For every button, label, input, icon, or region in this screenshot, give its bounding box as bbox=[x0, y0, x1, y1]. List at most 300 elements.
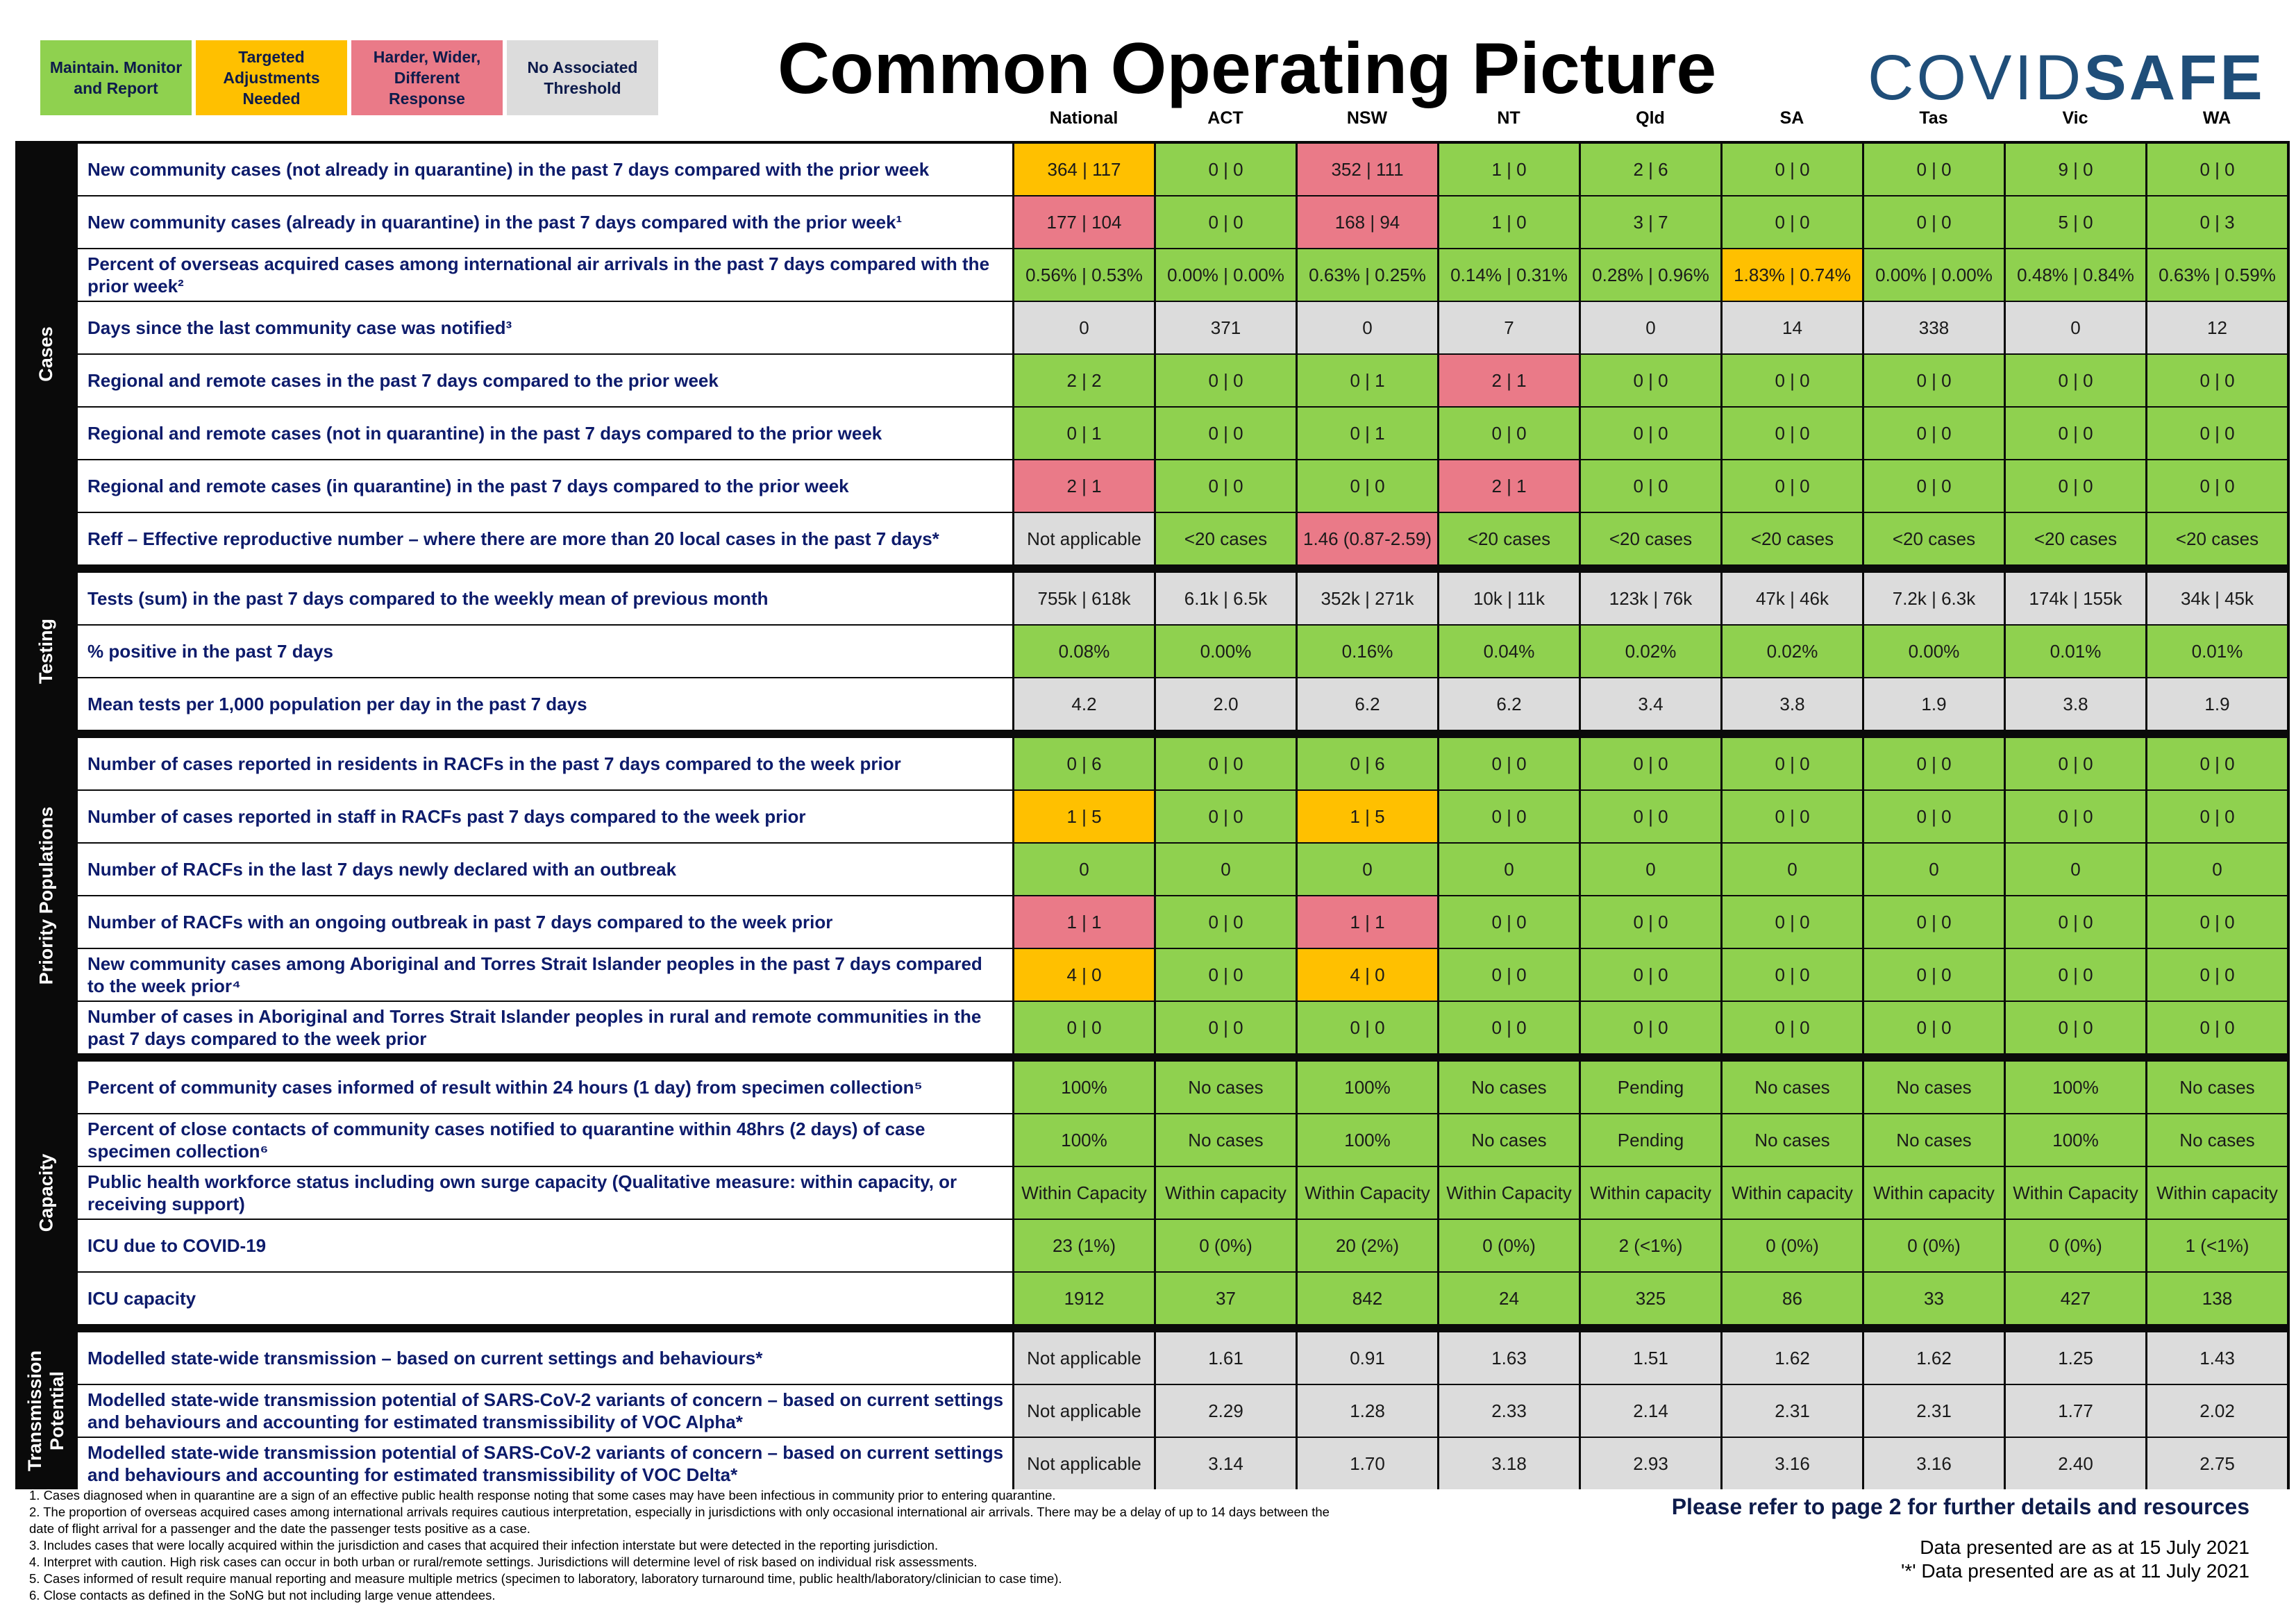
value-cell-nt: 0 | 0 bbox=[1439, 896, 1579, 948]
footnotes bbox=[29, 1487, 1334, 1604]
value-cell-sa: 0 | 0 bbox=[1723, 738, 1862, 789]
value-cell-tas: 2.31 bbox=[1864, 1385, 2004, 1437]
value-cell-wa: 2.75 bbox=[2147, 1438, 2287, 1489]
value-cell-tas: 3.16 bbox=[1864, 1438, 2004, 1489]
value-cell-nt: 6.2 bbox=[1439, 678, 1579, 730]
value-cell-tas: 0 bbox=[1864, 844, 2004, 895]
table-row bbox=[76, 573, 2290, 624]
column-header-act: ACT bbox=[1207, 108, 1243, 128]
covidsafe-logo bbox=[1868, 42, 2265, 115]
value-cell-nt: 2 | 1 bbox=[1439, 355, 1579, 406]
section-label-text: Transmission Potential bbox=[24, 1350, 68, 1472]
value-cell-nt: 0 | 0 bbox=[1439, 408, 1579, 459]
value-cell-vic: 0.48% | 0.84% bbox=[2006, 249, 2145, 301]
value-cell-wa: 1.43 bbox=[2147, 1332, 2287, 1384]
value-cell-nt: 0 | 0 bbox=[1439, 1002, 1579, 1053]
refer-note: Please refer to page 2 for further details and resources bbox=[1671, 1494, 2249, 1519]
indicator-label: % positive in the past 7 days bbox=[78, 626, 1012, 677]
value-cell-national: 1 | 1 bbox=[1014, 896, 1154, 948]
value-cell-national: 755k | 618k bbox=[1014, 573, 1154, 624]
value-cell-sa: 0 | 0 bbox=[1723, 144, 1862, 195]
value-cell-act: 2.29 bbox=[1156, 1385, 1296, 1437]
logo-part-covid: COVID bbox=[1868, 42, 2084, 113]
value-cell-tas: 338 bbox=[1864, 302, 2004, 353]
table-row bbox=[76, 1167, 2290, 1219]
value-cell-national: 364 | 117 bbox=[1014, 144, 1154, 195]
value-cell-wa: No cases bbox=[2147, 1062, 2287, 1113]
value-cell-national: 1 | 5 bbox=[1014, 791, 1154, 842]
value-cell-nt: 2 | 1 bbox=[1439, 460, 1579, 512]
value-cell-qld: 0.28% | 0.96% bbox=[1581, 249, 1720, 301]
section-transmission-potential bbox=[15, 1332, 2290, 1489]
value-cell-sa: 0 (0%) bbox=[1723, 1220, 1862, 1271]
table-row bbox=[76, 678, 2290, 730]
section-label-text: Capacity bbox=[35, 1153, 56, 1232]
value-cell-national: Not applicable bbox=[1014, 1438, 1154, 1489]
value-cell-national: 177 | 104 bbox=[1014, 196, 1154, 248]
value-cell-nsw: 0 bbox=[1298, 302, 1437, 353]
legend-item: Harder, Wider, Different Response bbox=[351, 40, 503, 115]
value-cell-wa: 0.63% | 0.59% bbox=[2147, 249, 2287, 301]
value-cell-vic: 174k | 155k bbox=[2006, 573, 2145, 624]
table-row bbox=[76, 408, 2290, 459]
value-cell-national: Not applicable bbox=[1014, 1332, 1154, 1384]
column-header-tas: Tas bbox=[1919, 108, 1948, 128]
indicator-label: Regional and remote cases (in quarantine) in the past 7 days compared to the prior week bbox=[78, 460, 1012, 512]
value-cell-national: 23 (1%) bbox=[1014, 1220, 1154, 1271]
value-cell-nsw: 0.63% | 0.25% bbox=[1298, 249, 1437, 301]
table-row bbox=[76, 738, 2290, 789]
value-cell-tas: No cases bbox=[1864, 1114, 2004, 1166]
table-row bbox=[76, 355, 2290, 406]
value-cell-national: 100% bbox=[1014, 1114, 1154, 1166]
value-cell-qld: 0 | 0 bbox=[1581, 896, 1720, 948]
value-cell-nsw: 352 | 111 bbox=[1298, 144, 1437, 195]
indicator-label: Percent of overseas acquired cases among international air arrivals in the past 7 days compared with the prior week² bbox=[78, 249, 1012, 301]
table-row bbox=[76, 949, 2290, 1001]
section-label bbox=[15, 738, 76, 1053]
value-cell-qld: 0 | 0 bbox=[1581, 791, 1720, 842]
indicator-label: Percent of close contacts of community cases notified to quarantine within 48hrs (2 days) of case specimen collection⁶ bbox=[78, 1114, 1012, 1166]
column-header-national: National bbox=[1049, 108, 1118, 128]
legend-item: No Associated Threshold bbox=[507, 40, 658, 115]
value-cell-tas: No cases bbox=[1864, 1062, 2004, 1113]
value-cell-vic: 0 | 0 bbox=[2006, 896, 2145, 948]
value-cell-vic: 0 | 0 bbox=[2006, 949, 2145, 1001]
value-cell-wa: 0 | 0 bbox=[2147, 791, 2287, 842]
value-cell-tas: 0 | 0 bbox=[1864, 949, 2004, 1001]
section-capacity bbox=[15, 1062, 2290, 1324]
value-cell-nt: 0 (0%) bbox=[1439, 1220, 1579, 1271]
table-row bbox=[76, 1438, 2290, 1489]
value-cell-national: 0 bbox=[1014, 302, 1154, 353]
section-label bbox=[15, 144, 76, 564]
value-cell-national: 4 | 0 bbox=[1014, 949, 1154, 1001]
value-cell-wa: 0 | 0 bbox=[2147, 1002, 2287, 1053]
legend-item: Maintain. Monitor and Report bbox=[40, 40, 192, 115]
value-cell-wa: 138 bbox=[2147, 1273, 2287, 1324]
value-cell-act: 37 bbox=[1156, 1273, 1296, 1324]
footnote: 3. Includes cases that were locally acquired within the jurisdiction and cases that acquired their infection interstate but were detected in the reporting jurisdiction. bbox=[29, 1538, 939, 1552]
value-cell-nsw: 0 | 0 bbox=[1298, 1002, 1437, 1053]
value-cell-nt: 1 | 0 bbox=[1439, 144, 1579, 195]
value-cell-nsw: 1.70 bbox=[1298, 1438, 1437, 1489]
value-cell-tas: 0 | 0 bbox=[1864, 460, 2004, 512]
value-cell-national: 0 | 0 bbox=[1014, 1002, 1154, 1053]
table-row bbox=[76, 144, 2290, 195]
value-cell-sa: 47k | 46k bbox=[1723, 573, 1862, 624]
value-cell-qld: Within capacity bbox=[1581, 1167, 1720, 1219]
value-cell-act: Within capacity bbox=[1156, 1167, 1296, 1219]
value-cell-nt: 24 bbox=[1439, 1273, 1579, 1324]
value-cell-vic: 100% bbox=[2006, 1114, 2145, 1166]
value-cell-wa: 0 | 0 bbox=[2147, 896, 2287, 948]
value-cell-qld: 325 bbox=[1581, 1273, 1720, 1324]
value-cell-sa: Within capacity bbox=[1723, 1167, 1862, 1219]
value-cell-sa: 0 | 0 bbox=[1723, 1002, 1862, 1053]
value-cell-act: No cases bbox=[1156, 1062, 1296, 1113]
value-cell-vic: Within Capacity bbox=[2006, 1167, 2145, 1219]
value-cell-national: 0.08% bbox=[1014, 626, 1154, 677]
value-cell-sa: 0 | 0 bbox=[1723, 408, 1862, 459]
value-cell-tas: 0.00% | 0.00% bbox=[1864, 249, 2004, 301]
logo-part-safe: SAFE bbox=[2084, 42, 2265, 113]
value-cell-act: 0 (0%) bbox=[1156, 1220, 1296, 1271]
value-cell-nt: 0.04% bbox=[1439, 626, 1579, 677]
indicator-label: Regional and remote cases (not in quarantine) in the past 7 days compared to the prior week bbox=[78, 408, 1012, 459]
value-cell-wa: 0 | 0 bbox=[2147, 355, 2287, 406]
value-cell-national: 0 bbox=[1014, 844, 1154, 895]
value-cell-tas: 7.2k | 6.3k bbox=[1864, 573, 2004, 624]
value-cell-qld: 123k | 76k bbox=[1581, 573, 1720, 624]
table-row bbox=[76, 196, 2290, 248]
value-cell-qld: 2.93 bbox=[1581, 1438, 1720, 1489]
value-cell-sa: 0 | 0 bbox=[1723, 460, 1862, 512]
indicator-label: Modelled state-wide transmission – based on current settings and behaviours* bbox=[78, 1332, 1012, 1384]
legend bbox=[40, 40, 658, 115]
value-cell-wa: 1.9 bbox=[2147, 678, 2287, 730]
value-cell-nsw: 842 bbox=[1298, 1273, 1437, 1324]
section-cases bbox=[15, 144, 2290, 564]
value-cell-qld: <20 cases bbox=[1581, 513, 1720, 564]
indicator-label: Public health workforce status including own surge capacity (Qualitative measure: within capacity, or receiving support) bbox=[78, 1167, 1012, 1219]
value-cell-sa: 2.31 bbox=[1723, 1385, 1862, 1437]
table-row bbox=[76, 626, 2290, 677]
value-cell-wa: <20 cases bbox=[2147, 513, 2287, 564]
value-cell-vic: 0 bbox=[2006, 302, 2145, 353]
value-cell-sa: 0 | 0 bbox=[1723, 355, 1862, 406]
value-cell-nsw: 1.28 bbox=[1298, 1385, 1437, 1437]
value-cell-wa: 1 (<1%) bbox=[2147, 1220, 2287, 1271]
table-row bbox=[76, 1062, 2290, 1113]
value-cell-nt: 10k | 11k bbox=[1439, 573, 1579, 624]
value-cell-nsw: 0 | 6 bbox=[1298, 738, 1437, 789]
operating-picture-table bbox=[15, 141, 2290, 1485]
value-cell-qld: 0 bbox=[1581, 302, 1720, 353]
table-row bbox=[76, 1002, 2290, 1053]
value-cell-vic: 5 | 0 bbox=[2006, 196, 2145, 248]
indicator-label: New community cases (already in quarantine) in the past 7 days compared with the prior week¹ bbox=[78, 196, 1012, 248]
value-cell-wa: 34k | 45k bbox=[2147, 573, 2287, 624]
value-cell-sa: 0 | 0 bbox=[1723, 896, 1862, 948]
footnote: 4. Interpret with caution. High risk cases can occur in both urban or rural/remote settings. Jurisdictions will determine level of risk based on individual risk assessments. bbox=[29, 1555, 978, 1569]
value-cell-nt: 0 | 0 bbox=[1439, 791, 1579, 842]
table-row bbox=[76, 1273, 2290, 1324]
value-cell-vic: 3.8 bbox=[2006, 678, 2145, 730]
value-cell-nsw: 0 bbox=[1298, 844, 1437, 895]
value-cell-sa: 3.16 bbox=[1723, 1438, 1862, 1489]
value-cell-wa: 0 | 0 bbox=[2147, 408, 2287, 459]
table-row bbox=[76, 513, 2290, 564]
value-cell-wa: 0 | 0 bbox=[2147, 460, 2287, 512]
section-label bbox=[15, 1062, 76, 1324]
indicator-label: ICU capacity bbox=[78, 1273, 1012, 1324]
value-cell-act: 0 bbox=[1156, 844, 1296, 895]
column-header-wa: WA bbox=[2202, 108, 2231, 128]
table-row bbox=[76, 1385, 2290, 1437]
indicator-label: Days since the last community case was notified³ bbox=[78, 302, 1012, 353]
value-cell-national: 1912 bbox=[1014, 1273, 1154, 1324]
value-cell-national: Not applicable bbox=[1014, 1385, 1154, 1437]
data-date-notes bbox=[1645, 1536, 2249, 1583]
value-cell-wa: 0 | 0 bbox=[2147, 949, 2287, 1001]
indicator-label: Modelled state-wide transmission potential of SARS-CoV-2 variants of concern – based on current settings and behaviours and accounting for estimated transmissibility of VOC Alpha* bbox=[78, 1385, 1012, 1437]
value-cell-qld: 2 | 6 bbox=[1581, 144, 1720, 195]
value-cell-act: 0 | 0 bbox=[1156, 144, 1296, 195]
value-cell-sa: 1.83% | 0.74% bbox=[1723, 249, 1862, 301]
value-cell-wa: 0.01% bbox=[2147, 626, 2287, 677]
value-cell-sa: 0 | 0 bbox=[1723, 791, 1862, 842]
value-cell-sa: No cases bbox=[1723, 1062, 1862, 1113]
value-cell-act: 0.00% bbox=[1156, 626, 1296, 677]
data-as-at: Data presented are as at 15 July 2021 bbox=[1920, 1537, 2249, 1558]
section-testing bbox=[15, 573, 2290, 730]
value-cell-act: 0 | 0 bbox=[1156, 355, 1296, 406]
value-cell-nsw: 1.46 (0.87-2.59) bbox=[1298, 513, 1437, 564]
value-cell-sa: 14 bbox=[1723, 302, 1862, 353]
footnote: 5. Cases informed of result require manual reporting and measure multiple metrics (specimen to laboratory, laboratory turnaround time, public health/laboratory/clinician to case time). bbox=[29, 1571, 1062, 1586]
value-cell-wa: No cases bbox=[2147, 1114, 2287, 1166]
value-cell-tas: 0 | 0 bbox=[1864, 1002, 2004, 1053]
value-cell-act: 0 | 0 bbox=[1156, 196, 1296, 248]
value-cell-national: 2 | 1 bbox=[1014, 460, 1154, 512]
value-cell-sa: 3.8 bbox=[1723, 678, 1862, 730]
value-cell-nsw: 1 | 5 bbox=[1298, 791, 1437, 842]
value-cell-nt: <20 cases bbox=[1439, 513, 1579, 564]
indicator-label: Number of cases reported in residents in RACFs in the past 7 days compared to the week prior bbox=[78, 738, 1012, 789]
value-cell-nt: 1.63 bbox=[1439, 1332, 1579, 1384]
value-cell-act: 371 bbox=[1156, 302, 1296, 353]
value-cell-vic: 0 | 0 bbox=[2006, 355, 2145, 406]
value-cell-qld: 0 bbox=[1581, 844, 1720, 895]
value-cell-nsw: 6.2 bbox=[1298, 678, 1437, 730]
footnote: 6. Close contacts as defined in the SoNG but not including large venue attendees. bbox=[29, 1588, 496, 1602]
value-cell-act: 0 | 0 bbox=[1156, 738, 1296, 789]
value-cell-qld: Pending bbox=[1581, 1062, 1720, 1113]
value-cell-sa: 0 | 0 bbox=[1723, 949, 1862, 1001]
value-cell-sa: 0 | 0 bbox=[1723, 196, 1862, 248]
indicator-label: Modelled state-wide transmission potential of SARS-CoV-2 variants of concern – based on current settings and behaviours and accounting for estimated transmissibility of VOC Delta* bbox=[78, 1438, 1012, 1489]
indicator-label: Mean tests per 1,000 population per day in the past 7 days bbox=[78, 678, 1012, 730]
value-cell-national: Within Capacity bbox=[1014, 1167, 1154, 1219]
value-cell-nt: No cases bbox=[1439, 1114, 1579, 1166]
value-cell-tas: 0 (0%) bbox=[1864, 1220, 2004, 1271]
value-cell-tas: 1.62 bbox=[1864, 1332, 2004, 1384]
value-cell-wa: Within capacity bbox=[2147, 1167, 2287, 1219]
value-cell-nt: 0 | 0 bbox=[1439, 949, 1579, 1001]
value-cell-act: 6.1k | 6.5k bbox=[1156, 573, 1296, 624]
table-row bbox=[76, 791, 2290, 842]
indicator-label: Regional and remote cases in the past 7 days compared to the prior week bbox=[78, 355, 1012, 406]
value-cell-nsw: 100% bbox=[1298, 1062, 1437, 1113]
value-cell-tas: 0 | 0 bbox=[1864, 355, 2004, 406]
legend-item: Targeted Adjustments Needed bbox=[196, 40, 347, 115]
value-cell-sa: <20 cases bbox=[1723, 513, 1862, 564]
table-row bbox=[76, 460, 2290, 512]
value-cell-act: 0 | 0 bbox=[1156, 791, 1296, 842]
value-cell-act: 0 | 0 bbox=[1156, 949, 1296, 1001]
value-cell-nsw: 0 | 1 bbox=[1298, 408, 1437, 459]
column-header-qld: Qld bbox=[1636, 108, 1665, 128]
value-cell-vic: <20 cases bbox=[2006, 513, 2145, 564]
column-header-nt: NT bbox=[1497, 108, 1520, 128]
value-cell-tas: 0 | 0 bbox=[1864, 196, 2004, 248]
column-header-vic: Vic bbox=[2062, 108, 2088, 128]
value-cell-nsw: 4 | 0 bbox=[1298, 949, 1437, 1001]
value-cell-tas: 1.9 bbox=[1864, 678, 2004, 730]
value-cell-national: 0 | 6 bbox=[1014, 738, 1154, 789]
value-cell-nt: 1 | 0 bbox=[1439, 196, 1579, 248]
value-cell-tas: 0 | 0 bbox=[1864, 738, 2004, 789]
value-cell-vic: 1.25 bbox=[2006, 1332, 2145, 1384]
table-row bbox=[76, 302, 2290, 353]
value-cell-vic: 2.40 bbox=[2006, 1438, 2145, 1489]
section-label bbox=[15, 1332, 76, 1489]
value-cell-vic: 0 (0%) bbox=[2006, 1220, 2145, 1271]
value-cell-tas: 0 | 0 bbox=[1864, 144, 2004, 195]
indicator-label: New community cases (not already in quarantine) in the past 7 days compared with the prior week bbox=[78, 144, 1012, 195]
value-cell-nsw: 0.16% bbox=[1298, 626, 1437, 677]
column-header-sa: SA bbox=[1779, 108, 1804, 128]
value-cell-act: 0 | 0 bbox=[1156, 460, 1296, 512]
section-label-text: Cases bbox=[35, 326, 56, 382]
value-cell-national: 0 | 1 bbox=[1014, 408, 1154, 459]
value-cell-qld: 3 | 7 bbox=[1581, 196, 1720, 248]
value-cell-nsw: 352k | 271k bbox=[1298, 573, 1437, 624]
value-cell-qld: Pending bbox=[1581, 1114, 1720, 1166]
value-cell-qld: 2 (<1%) bbox=[1581, 1220, 1720, 1271]
value-cell-nt: No cases bbox=[1439, 1062, 1579, 1113]
value-cell-vic: 0 bbox=[2006, 844, 2145, 895]
value-cell-vic: 1.77 bbox=[2006, 1385, 2145, 1437]
value-cell-wa: 0 bbox=[2147, 844, 2287, 895]
section-label-text: Testing bbox=[35, 619, 56, 684]
value-cell-tas: 0 | 0 bbox=[1864, 408, 2004, 459]
value-cell-qld: 0 | 0 bbox=[1581, 408, 1720, 459]
value-cell-vic: 0 | 0 bbox=[2006, 460, 2145, 512]
data-as-at-star: '*' Data presented are as at 11 July 2021 bbox=[1900, 1560, 2249, 1582]
value-cell-vic: 0 | 0 bbox=[2006, 738, 2145, 789]
value-cell-vic: 427 bbox=[2006, 1273, 2145, 1324]
footnote: 1. Cases diagnosed when in quarantine are a sign of an effective public health response noting that some cases may have been infectious in community prior to entering quarantine. bbox=[29, 1488, 1056, 1502]
value-cell-tas: <20 cases bbox=[1864, 513, 2004, 564]
value-cell-vic: 100% bbox=[2006, 1062, 2145, 1113]
value-cell-wa: 2.02 bbox=[2147, 1385, 2287, 1437]
table-row bbox=[76, 1114, 2290, 1166]
value-cell-nt: 0 bbox=[1439, 844, 1579, 895]
table-row bbox=[76, 1332, 2290, 1384]
value-cell-act: 2.0 bbox=[1156, 678, 1296, 730]
value-cell-qld: 0 | 0 bbox=[1581, 355, 1720, 406]
indicator-label: Percent of community cases informed of result within 24 hours (1 day) from specimen collection⁵ bbox=[78, 1062, 1012, 1113]
value-cell-qld: 0 | 0 bbox=[1581, 949, 1720, 1001]
value-cell-sa: 1.62 bbox=[1723, 1332, 1862, 1384]
column-headers bbox=[0, 108, 2296, 135]
page-title: Common Operating Picture bbox=[778, 28, 1717, 109]
value-cell-vic: 9 | 0 bbox=[2006, 144, 2145, 195]
value-cell-nt: Within Capacity bbox=[1439, 1167, 1579, 1219]
table-row bbox=[76, 1220, 2290, 1271]
value-cell-national: 2 | 2 bbox=[1014, 355, 1154, 406]
value-cell-qld: 0 | 0 bbox=[1581, 1002, 1720, 1053]
value-cell-act: 0 | 0 bbox=[1156, 896, 1296, 948]
value-cell-wa: 12 bbox=[2147, 302, 2287, 353]
section-label bbox=[15, 573, 76, 730]
value-cell-act: 0.00% | 0.00% bbox=[1156, 249, 1296, 301]
value-cell-vic: 0.01% bbox=[2006, 626, 2145, 677]
value-cell-tas: 0.00% bbox=[1864, 626, 2004, 677]
value-cell-qld: 2.14 bbox=[1581, 1385, 1720, 1437]
value-cell-wa: 0 | 3 bbox=[2147, 196, 2287, 248]
value-cell-sa: 86 bbox=[1723, 1273, 1862, 1324]
value-cell-qld: 3.4 bbox=[1581, 678, 1720, 730]
table-row bbox=[76, 844, 2290, 895]
indicator-label: Number of RACFs with an ongoing outbreak in past 7 days compared to the week prior bbox=[78, 896, 1012, 948]
indicator-label: Reff – Effective reproductive number – where there are more than 20 local cases in the past 7 days* bbox=[78, 513, 1012, 564]
value-cell-wa: 0 | 0 bbox=[2147, 144, 2287, 195]
indicator-label: Number of cases in Aboriginal and Torres Strait Islander peoples in rural and remote communities in the past 7 days compared to the week prior bbox=[78, 1002, 1012, 1053]
value-cell-qld: 1.51 bbox=[1581, 1332, 1720, 1384]
indicator-label: Tests (sum) in the past 7 days compared to the weekly mean of previous month bbox=[78, 573, 1012, 624]
value-cell-sa: 0 bbox=[1723, 844, 1862, 895]
value-cell-tas: 33 bbox=[1864, 1273, 2004, 1324]
value-cell-tas: 0 | 0 bbox=[1864, 791, 2004, 842]
value-cell-qld: 0.02% bbox=[1581, 626, 1720, 677]
section-label-text: Priority Populations bbox=[35, 806, 56, 985]
value-cell-act: No cases bbox=[1156, 1114, 1296, 1166]
table-row bbox=[76, 249, 2290, 301]
value-cell-nt: 0 | 0 bbox=[1439, 738, 1579, 789]
value-cell-national: 100% bbox=[1014, 1062, 1154, 1113]
value-cell-sa: 0.02% bbox=[1723, 626, 1862, 677]
value-cell-nsw: 100% bbox=[1298, 1114, 1437, 1166]
value-cell-nsw: 168 | 94 bbox=[1298, 196, 1437, 248]
value-cell-nsw: 20 (2%) bbox=[1298, 1220, 1437, 1271]
column-header-nsw: NSW bbox=[1346, 108, 1388, 128]
value-cell-tas: Within capacity bbox=[1864, 1167, 2004, 1219]
value-cell-act: <20 cases bbox=[1156, 513, 1296, 564]
value-cell-tas: 0 | 0 bbox=[1864, 896, 2004, 948]
value-cell-national: 0.56% | 0.53% bbox=[1014, 249, 1154, 301]
value-cell-wa: 0 | 0 bbox=[2147, 738, 2287, 789]
table-row bbox=[76, 896, 2290, 948]
value-cell-qld: 0 | 0 bbox=[1581, 738, 1720, 789]
value-cell-nsw: 0.91 bbox=[1298, 1332, 1437, 1384]
indicator-label: Number of cases reported in staff in RACFs past 7 days compared to the week prior bbox=[78, 791, 1012, 842]
value-cell-nsw: 0 | 1 bbox=[1298, 355, 1437, 406]
value-cell-vic: 0 | 0 bbox=[2006, 791, 2145, 842]
value-cell-nt: 2.33 bbox=[1439, 1385, 1579, 1437]
